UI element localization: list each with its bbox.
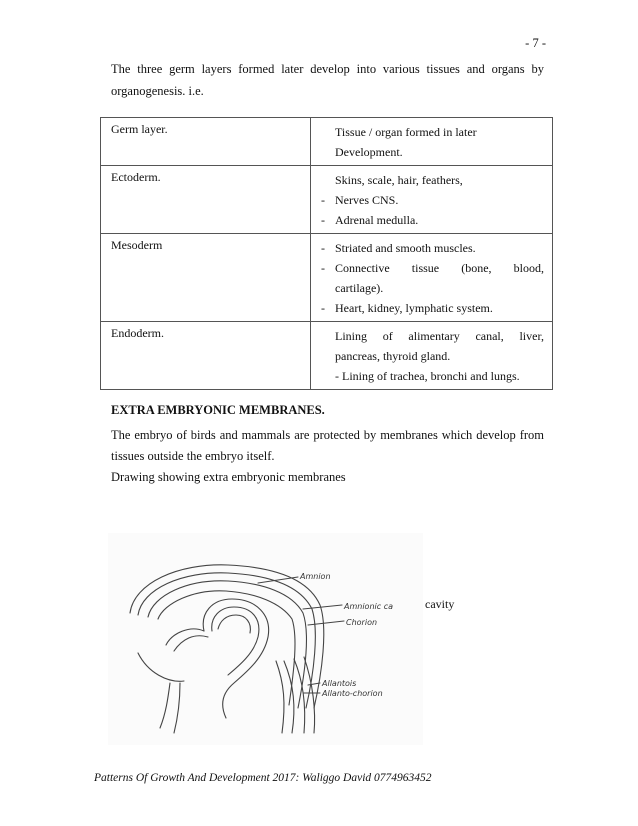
drawing-caption: Drawing showing extra embryonic membranes (111, 470, 346, 484)
germ-layer-endoderm: Endoderm. (101, 322, 311, 390)
mesoderm-tissues: - Striated and smooth muscles. - Connective tissue (bone, blood, cartilage). - Heart, kidney, lymphatic system. (311, 234, 553, 322)
label-allantois: Allantois (322, 679, 357, 688)
label-amnionic-cavity: Amnionic ca (344, 602, 393, 611)
table-row-mesoderm (101, 234, 553, 322)
table-row-endoderm (101, 322, 553, 390)
germ-layer-table (100, 117, 553, 390)
intro-paragraph: The three germ layers formed later develop into various tissues and organs by organogenesis. i.e. (111, 62, 544, 98)
table-row-ectoderm (101, 166, 553, 234)
ectoderm-tissues: Skins, scale, hair, feathers, - Nerves CNS. - Adrenal medulla. (311, 166, 553, 234)
page-footer: Patterns Of Growth And Development 2017: Waliggo David 0774963452 (94, 772, 432, 784)
endoderm-tissues: Lining of alimentary canal, liver, pancreas, thyroid gland. - Lining of trachea, bronchi and lungs. (311, 322, 553, 390)
section-heading: EXTRA EMBRYONIC MEMBRANES. (111, 403, 325, 417)
page-number: - 7 - (525, 36, 546, 50)
membranes-paragraph (111, 425, 544, 488)
embryonic-membranes-drawing (108, 533, 423, 745)
header-germ-layer: Germ layer. (101, 118, 311, 166)
germ-layer-mesoderm: Mesoderm (101, 234, 311, 322)
germ-layer-ectoderm: Ectoderm. (101, 166, 311, 234)
table-header-row (101, 118, 553, 166)
cavity-label: cavity (425, 597, 455, 611)
scan-background (108, 533, 423, 745)
header-tissue-organ: Tissue / organ formed in later Development. (311, 118, 553, 166)
paragraph-body: The embryo of birds and mammals are protected by membranes which develop from tissues outside the embryo itself. (111, 428, 544, 463)
label-chorion: Chorion (346, 618, 378, 627)
label-allanto-chorion: Allanto-chorion (322, 689, 383, 698)
label-amnion: Amnion (300, 572, 331, 581)
